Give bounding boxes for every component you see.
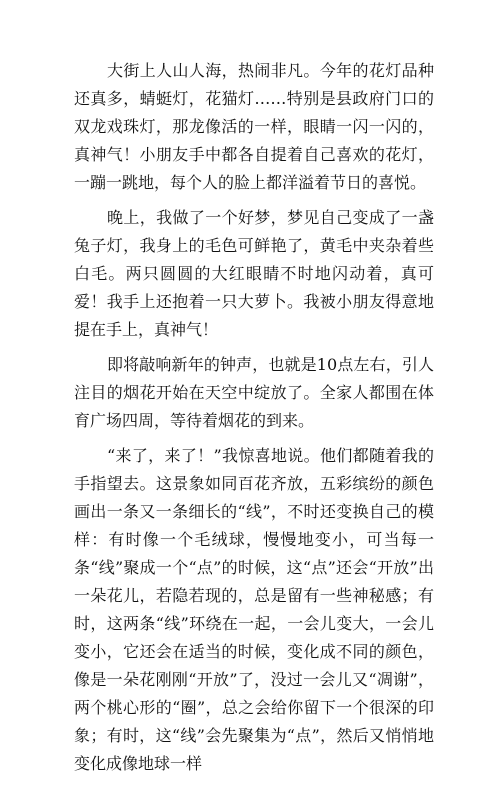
document-body — [74, 57, 434, 785]
paragraph-new-year-bell: 即将敲响新年的钟声，也就是10点左右，引人注目的烟花开始在天空中绽放了。全家人都围在体育广场四周，等待着烟花的到来。 — [74, 355, 434, 430]
paragraph-lanterns: 大街上人山人海，热闹非凡。今年的花灯品种还真多，蜻蜓灯，花猫灯……特别是县政府门口的双龙戏珠灯，那龙像活的一样，眼睛一闪一闪的，真神气！小朋友手中都各自提着自己喜欢的花灯，一蹦一跳地，每个人的脸上都洋溢着节日的喜悦。 — [74, 61, 434, 192]
paragraph-fireworks: “来了，来了！”我惊喜地说。他们都随着我的手指望去。这景象如同百花齐放，五彩缤纷的颜色画出一条又一条细长的“线”，不时还变换自己的模样：有时像一个毛绒球，慢慢地变小，可当每一条“线”聚成一个“点”的时候，这“点”还会“开放”出一朵花儿，若隐若现的，总是留有一些神秘感；有时，这两条“线”环绕在一起，一会儿变大，一会儿变小，它还会在适当的时候，变化成不同的颜色，像是一朵花刚刚“开放”了，没过一会儿又“凋谢”，两个桃心形的“圈”，总之会给你留下一个很深的印象；有时，这“线”会先聚集为“点”，然后又悄悄地变化成像地球一样 — [74, 446, 434, 773]
paragraph-dream: 晚上，我做了一个好梦，梦见自己变成了一盏兔子灯，我身上的毛色可鲜艳了，黄毛中夹杂着些白毛。两只圆圆的大红眼睛不时地闪动着，真可爱！我手上还抱着一只大萝卜。我被小朋友得意地提在手上，真神气！ — [74, 208, 434, 339]
